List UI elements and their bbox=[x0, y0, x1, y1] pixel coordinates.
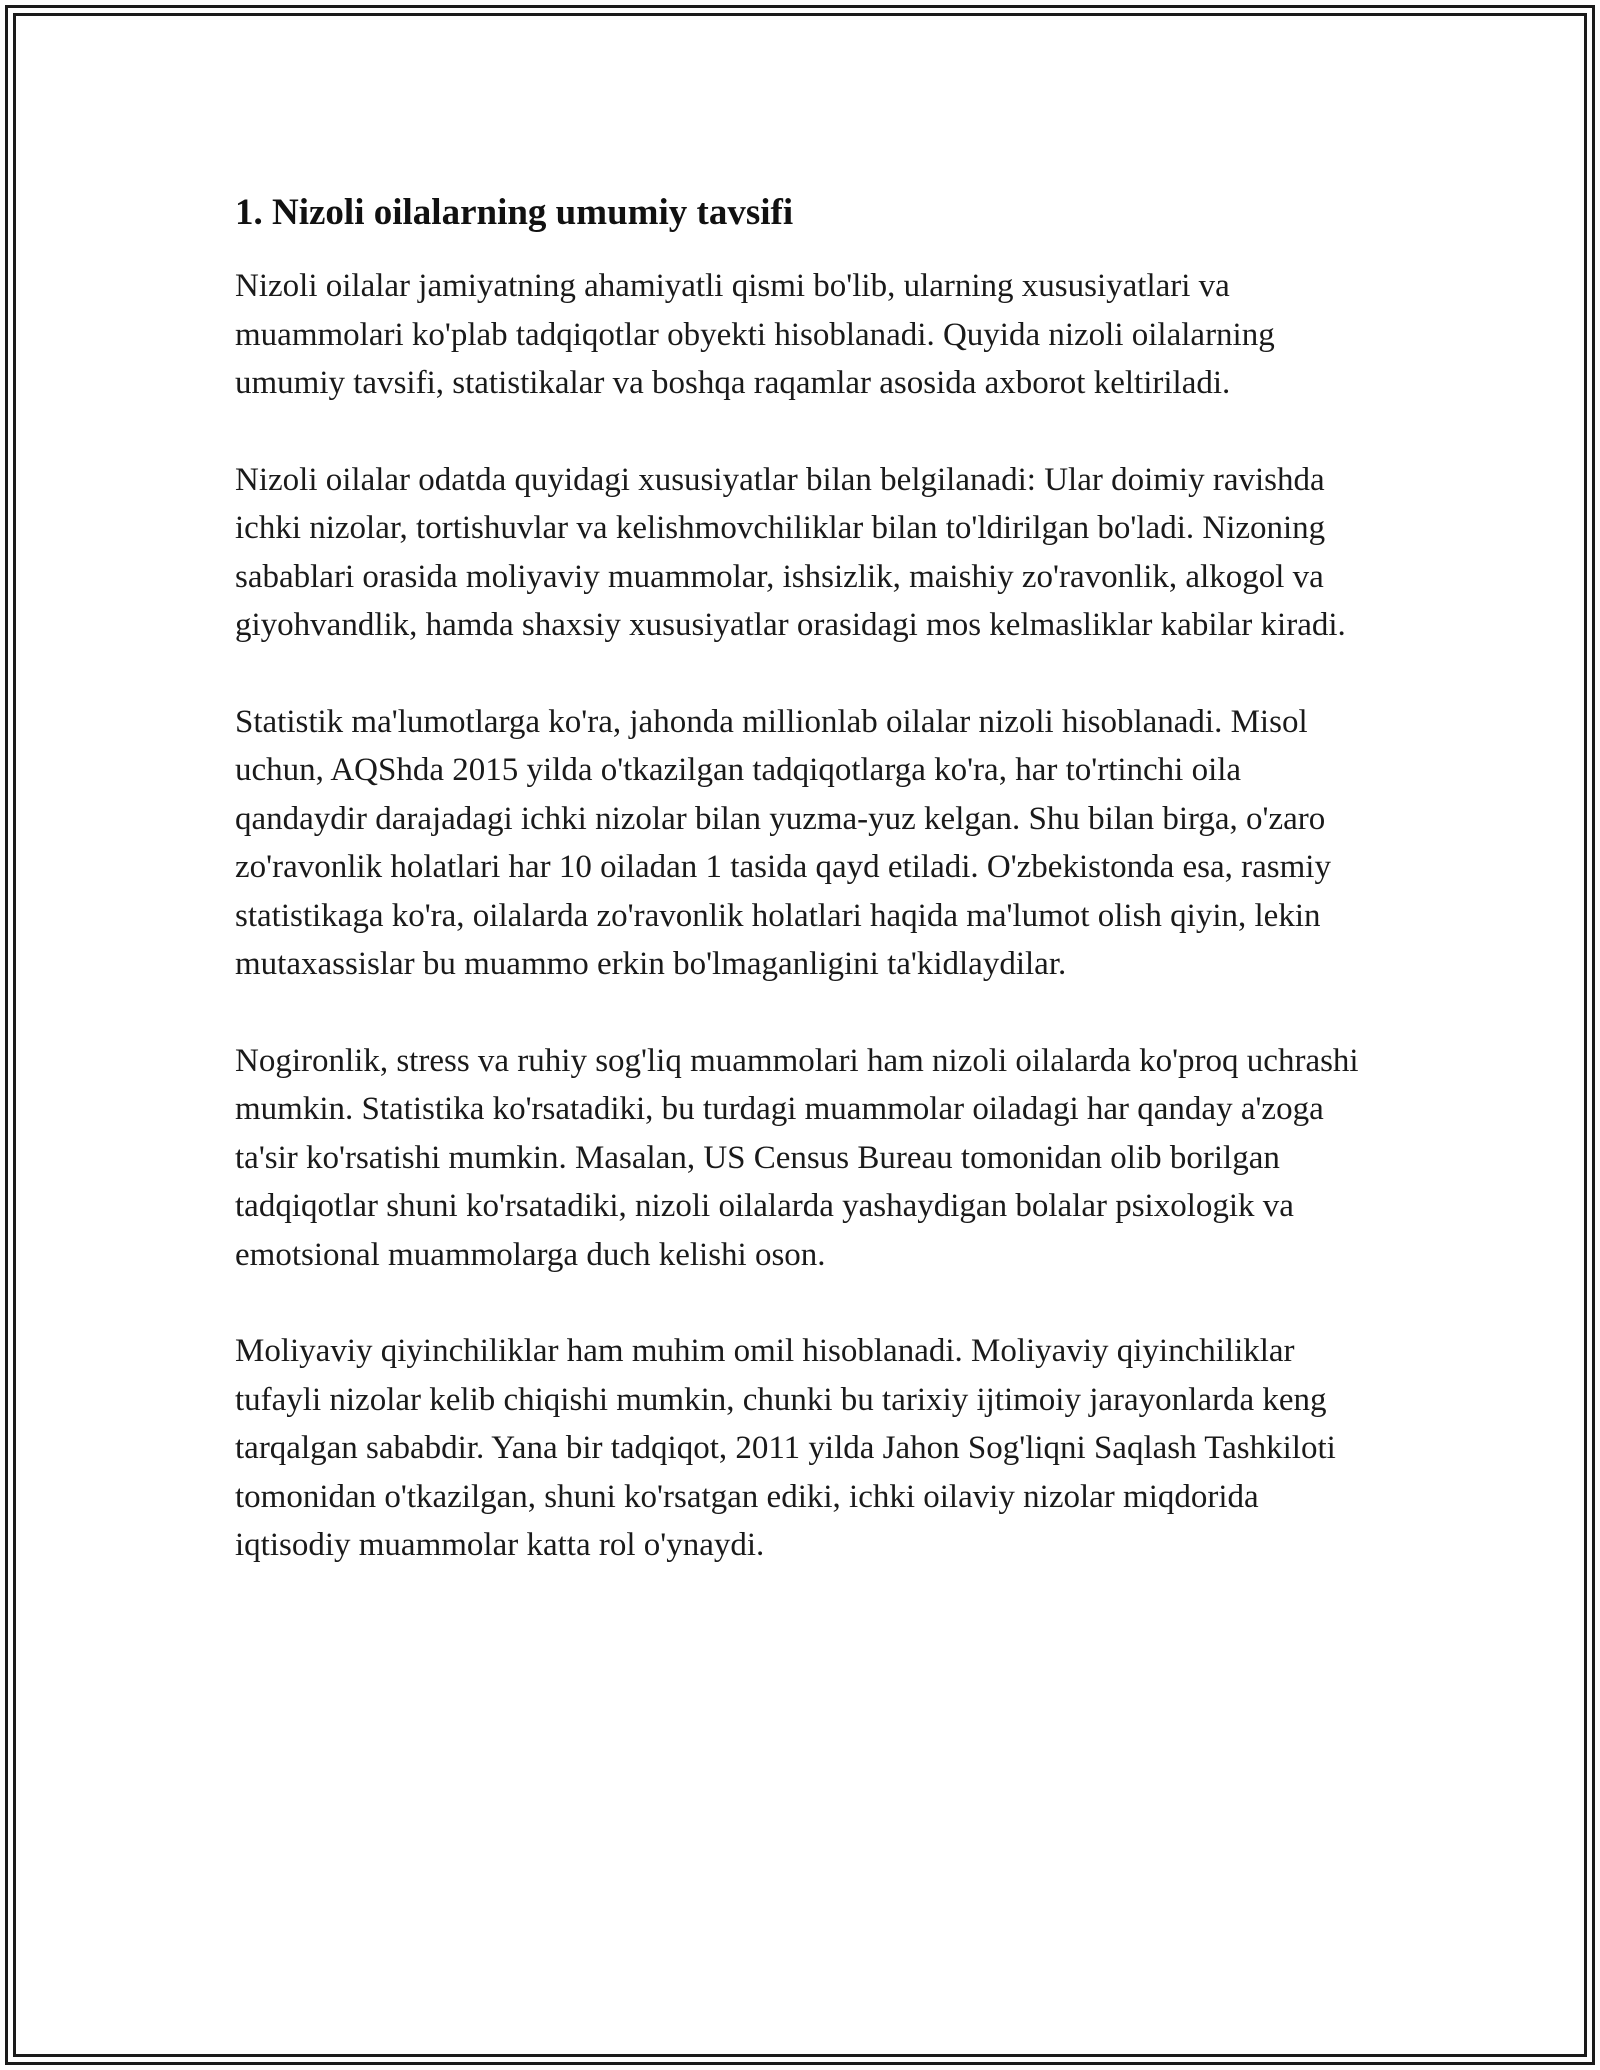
paragraph-4: Nogironlik, stress va ruhiy sog'liq muammolari ham nizoli oilalarda ko'proq uchrashi mumkin. Statistika ko'rsatadiki, bu turdagi muammolar oiladagi har qanday a'zoga ta'sir ko'rsatishi mumkin. Masalan, US Census Bureau tomonidan olib borilgan tadqiqotlar shuni ko'rsatadiki, nizoli oilalarda yashaydigan bolalar psixologik va emotsional muammolarga duch kelishi oson. bbox=[235, 1042, 1359, 1273]
section-heading: 1. Nizoli oilalarning umumiy tavsifi bbox=[235, 192, 794, 233]
paragraph-2: Nizoli oilalar odatda quyidagi xususiyatlar bilan belgilanadi: Ular doimiy ravishda ichki nizolar, tortishuvlar va kelishmovchiliklar bilan to'ldirilgan bo'ladi. Nizoning sabablari orasida moliyaviy muammolar, ishsizlik, maishiy zo'ravonlik, alkogol va giyohvandlik, hamda shaxsiy xususiyatlar orasidagi mos kelmasliklar kabilar kiradi. bbox=[235, 461, 1346, 643]
paragraph-3: Statistik ma'lumotlarga ko'ra, jahonda millionlab oilalar nizoli hisoblanadi. Misol uchun, AQShda 2015 yilda o'tkazilgan tadqiqotlarga ko'ra, har to'rtinchi oila qandaydir darajadagi ichki nizolar bilan yuzma-yuz kelgan. Shu bilan birga, o'zaro zo'ravonlik holatlari har 10 oiladan 1 tasida qayd etiladi. O'zbekistonda esa, rasmiy statistikaga ko'ra, oilalarda zo'ravonlik holatlari haqida ma'lumot olish qiyin, lekin mutaxassislar bu muammo erkin bo'lmaganligini ta'kidlaydilar. bbox=[235, 703, 1331, 982]
paragraph-1: Nizoli oilalar jamiyatning ahamiyatli qismi bo'lib, ularning xususiyatlari va muammolari ko'plab tadqiqotlar obyekti hisoblanadi. Quyida nizoli oilalarning umumiy tavsifi, statistikalar va boshqa raqamlar asosida axborot keltiriladi. bbox=[235, 268, 1275, 401]
paragraph-5: Moliyaviy qiyinchiliklar ham muhim omil hisoblanadi. Moliyaviy qiyinchiliklar tufayli nizolar kelib chiqishi mumkin, chunki bu tarixiy ijtimoiy jarayonlarda keng tarqalgan sababdir. Yana bir tadqiqot, 2011 yilda Jahon Sog'liqni Saqlash Tashkiloti tomonidan o'tkazilgan, shuni ko'rsatgan ediki, ichki oilaviy nizolar miqdorida iqtisodiy muammolar katta rol o'ynaydi. bbox=[235, 1333, 1336, 1563]
document-body bbox=[235, 186, 1365, 1618]
